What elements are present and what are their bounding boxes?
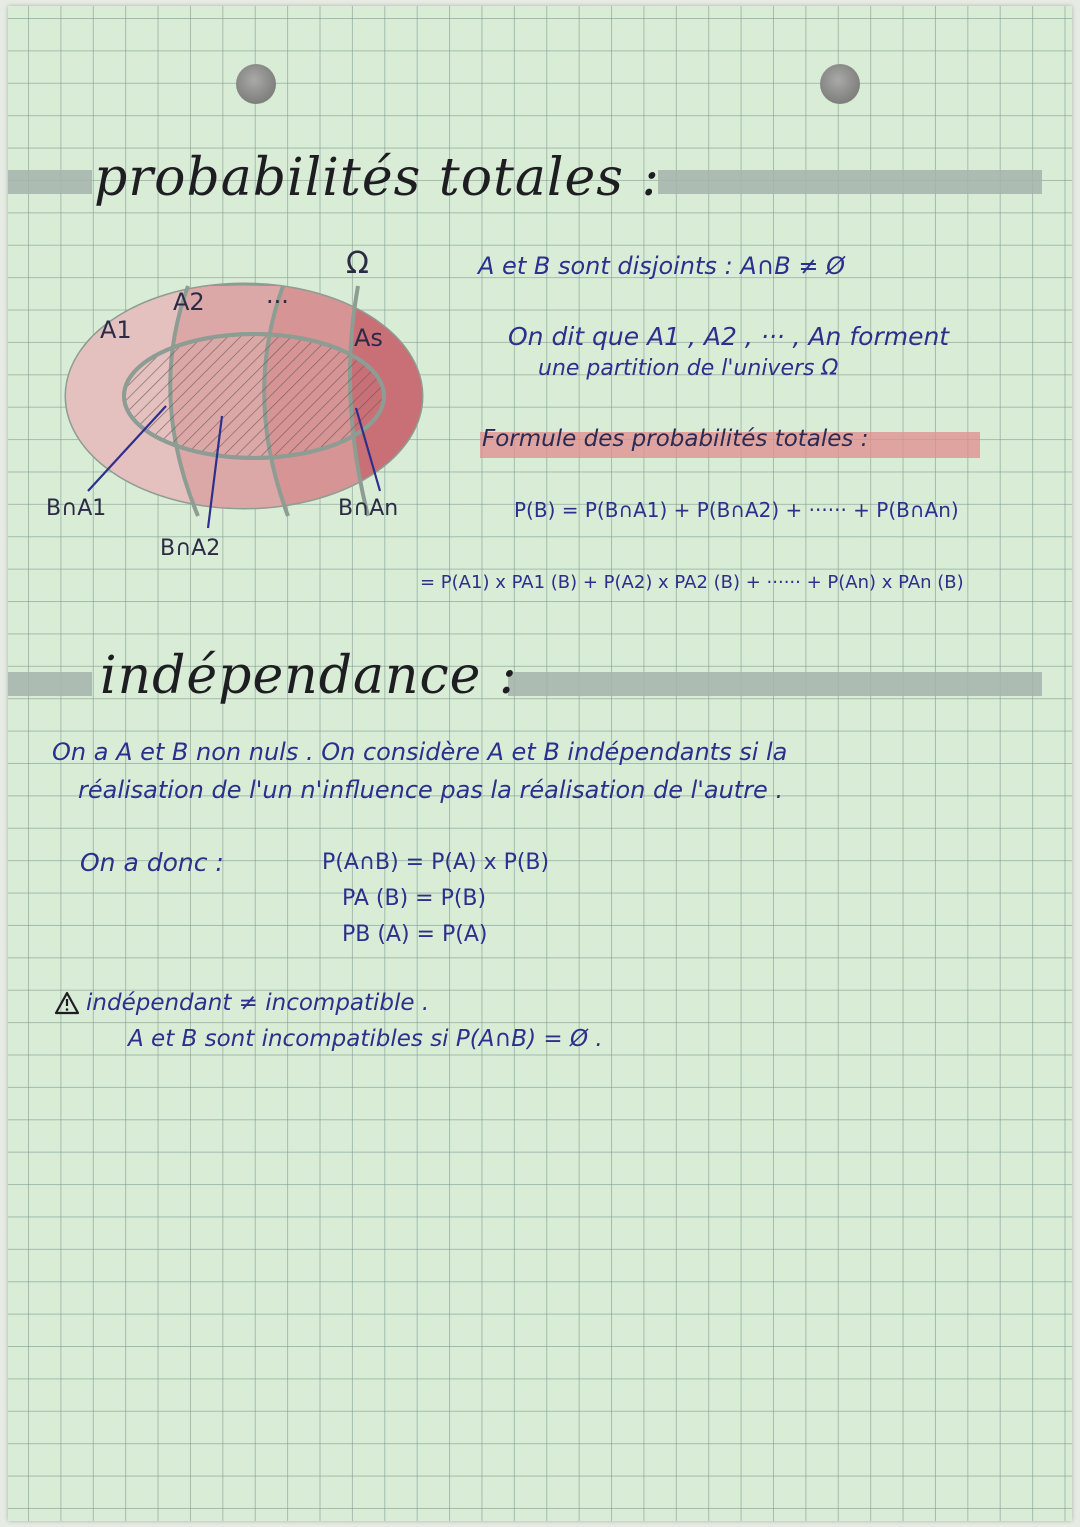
title-band-right [658,170,1042,194]
independence-equation-1: P(A∩B) = P(A) x P(B) [322,850,550,875]
independence-paragraph-line1: On a A et B non nuls . On considère A et B indépendants si la [52,738,788,766]
intersection-label-b-a2: B∩A2 [160,536,221,561]
formula-heading: Formule des probabilités totales : [482,426,869,452]
independence-equation-2: PA (B) = P(B) [342,886,487,911]
section-title-total-probability: probabilités totales : [94,148,661,208]
set-label-a1: A1 [100,316,132,344]
set-label-as: As [354,324,383,352]
independence-equation-3: PB (A) = P(A) [342,922,488,947]
intersection-label-b-a1: B∩A1 [46,496,107,521]
intersection-label-b-an: B∩An [338,496,399,521]
independence-paragraph-line2: réalisation de l'un n'influence pas la réalisation de l'autre . [78,776,784,804]
partition-statement-line2: une partition de l'univers Ω [538,356,839,381]
title-band-left-2 [8,672,92,696]
binder-hole-right [820,64,860,104]
section-title-independence: indépendance : [100,646,518,706]
warning-line2: A et B sont incompatibles si P(A∩B) = Ø . [128,1026,603,1052]
total-probability-formula-line1: P(B) = P(B∩A1) + P(B∩A2) + ······ + P(B∩An) [514,498,959,522]
title-band-right-2 [508,672,1042,696]
notebook-page [8,6,1072,1521]
warning-line1: indépendant ≠ incompatible . [86,990,430,1016]
warning-icon [54,991,80,1015]
binder-hole-left [236,64,276,104]
title-band-left [8,170,92,194]
omega-label: Ω [346,246,369,281]
set-label-dots: ... [266,281,289,309]
partition-statement-line1: On dit que A1 , A2 , ··· , An forment [508,322,950,351]
on-a-donc-label: On a donc : [80,848,224,877]
total-probability-formula-line2: = P(A1) x PA1 (B) + P(A2) x PA2 (B) + ······ + P(An) x PAn (B) [420,572,964,593]
disjoint-statement: A et B sont disjoints : A∩B ≠ Ø [478,252,845,280]
set-label-a2: A2 [173,288,205,316]
